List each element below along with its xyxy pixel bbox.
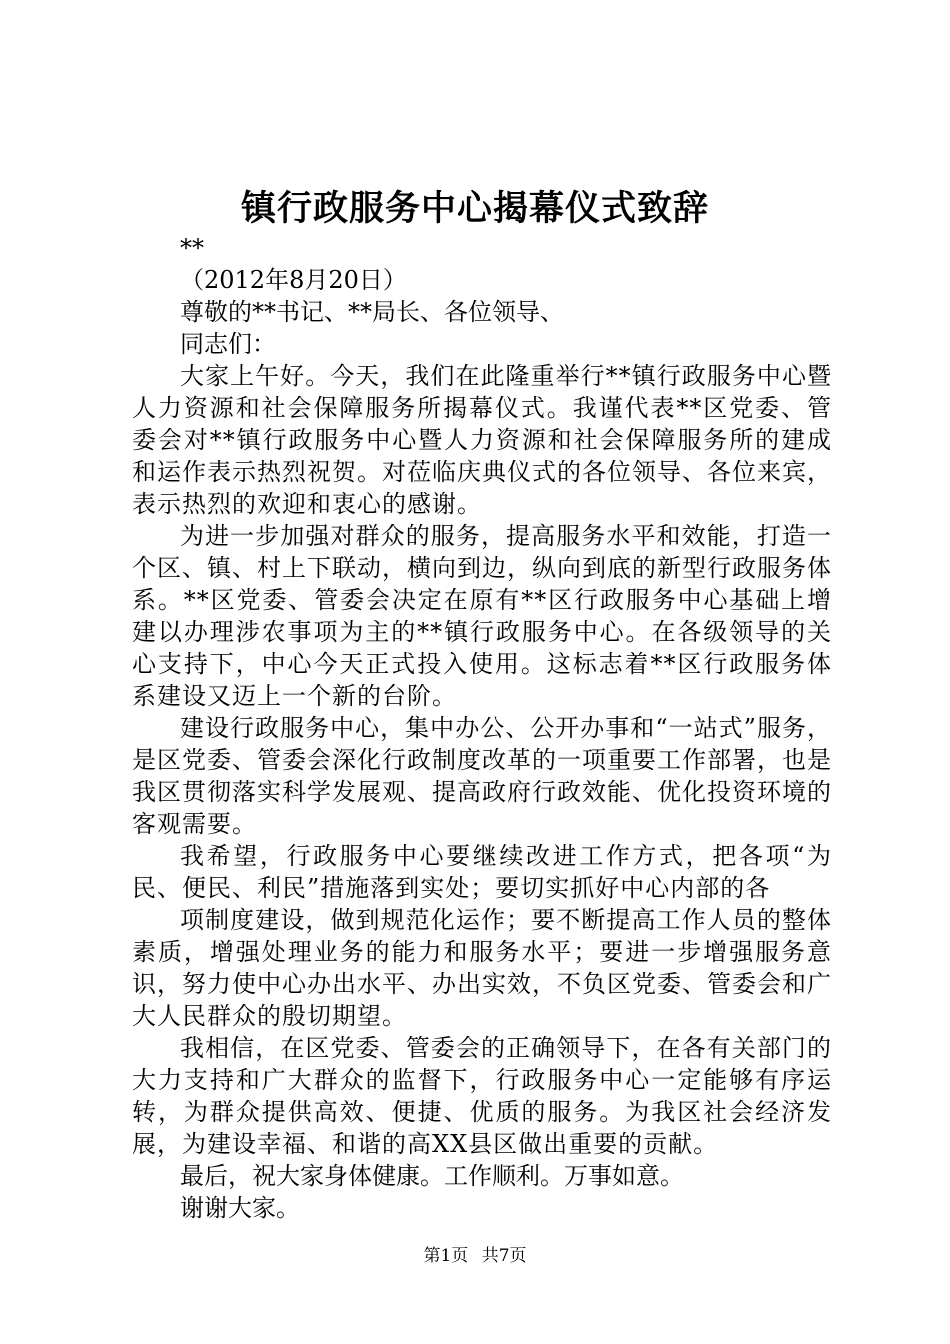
- document-title: 镇行政服务中心揭幕仪式致辞: [240, 188, 709, 229]
- page-total: 共7页: [481, 1246, 527, 1266]
- author-line: **: [180, 234, 204, 262]
- salutation-line: 同志们：: [180, 330, 276, 358]
- paragraph: 我希望，行政服务中心要继续改进工作方式，把各项“为民、便民、利民”措施落到实处；要切实抓好中心内部的各: [132, 842, 832, 902]
- page-number: 第1页: [423, 1246, 469, 1266]
- closing-line: 最后，祝大家身体健康。工作顺利。万事如意。: [180, 1162, 684, 1190]
- paragraph: 大家上午好。今天，我们在此隆重举行**镇行政服务中心暨人力资源和社会保障服务所揭幕仪式。我谨代表**区党委、管委会对**镇行政服务中心暨人力资源和社会保障服务所的建成和运作表示热烈祝贺。对莅临庆典仪式的各位领导、各位来宾，表示热烈的欢迎和衷心的感谢。: [132, 362, 832, 518]
- document-body: [132, 232, 832, 1224]
- paragraph: 我相信，在区党委、管委会的正确领导下，在各有关部门的大力支持和广大群众的监督下，行政服务中心一定能够有序运转，为群众提供高效、便捷、优质的服务。为我区社会经济发展，为建设幸福、和谐的高XX县区做出重要的贡献。: [132, 1034, 832, 1158]
- date-line: （2012年8月20日）: [180, 266, 407, 294]
- paragraph: 项制度建设，做到规范化运作；要不断提高工作人员的整体素质，增强处理业务的能力和服务水平；要进一步增强服务意识，努力使中心办出水平、办出实效，不负区党委、管委会和广大人民群众的殷切期望。: [132, 906, 832, 1030]
- page-footer: [0, 1244, 950, 1268]
- paragraph: 为进一步加强对群众的服务，提高服务水平和效能，打造一个区、镇、村上下联动，横向到边，纵向到底的新型行政服务体系。**区党委、管委会决定在原有**区行政服务中心基础上增建以办理涉农事项为主的**镇行政服务中心。在各级领导的关心支持下，中心今天正式投入使用。这标志着**区行政服务体系建设又迈上一个新的台阶。: [132, 522, 832, 710]
- closing-line: 谢谢大家。: [180, 1194, 300, 1222]
- paragraph: 建设行政服务中心，集中办公、公开办事和“一站式”服务，是区党委、管委会深化行政制度改革的一项重要工作部署，也是我区贯彻落实科学发展观、提高政府行政效能、优化投资环境的客观需要。: [132, 714, 832, 838]
- salutation-line: 尊敬的**书记、**局长、各位领导、: [180, 298, 564, 326]
